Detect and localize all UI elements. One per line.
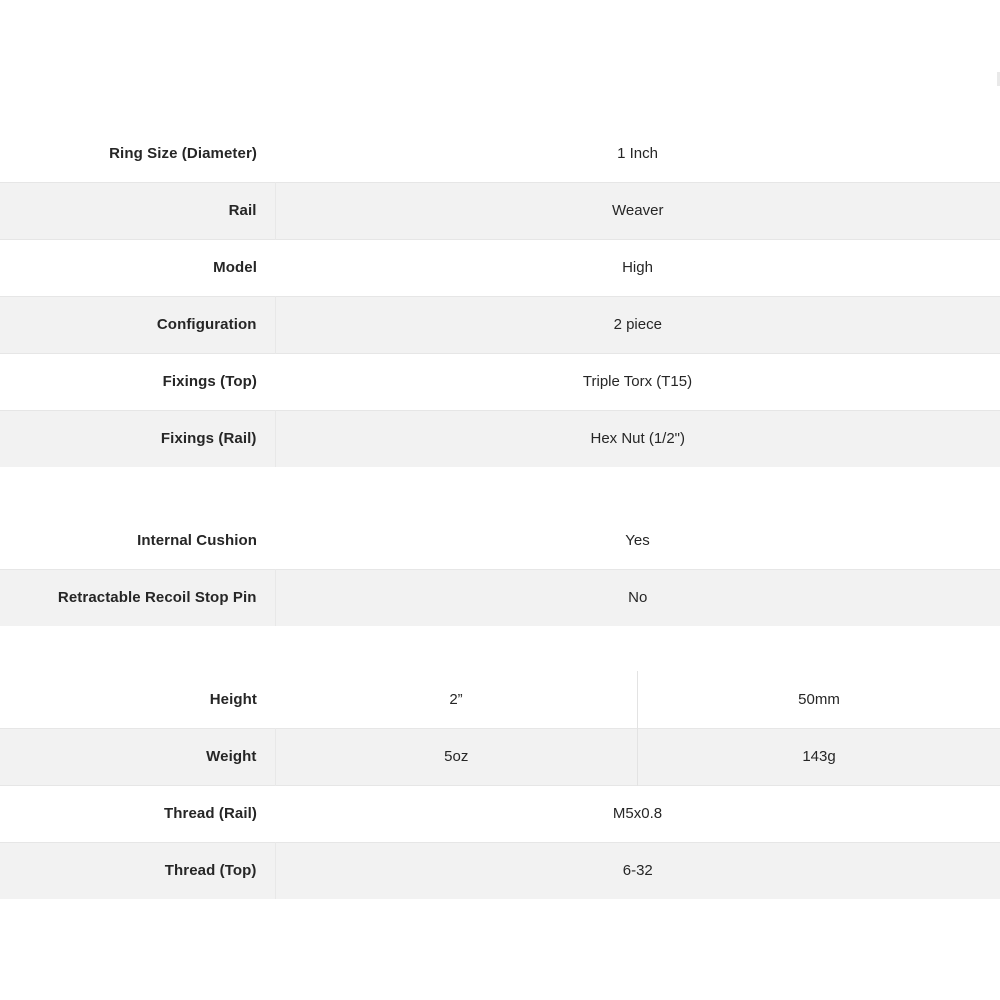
spec-value: No [275,569,1000,626]
spec-value: High [275,239,1000,296]
measurement-specs [0,671,1000,899]
spec-label: Fixings (Rail) [0,410,275,467]
spec-label: Fixings (Top) [0,353,275,410]
spec-value: 2 piece [275,296,1000,353]
spec-value-imperial: 5oz [275,728,638,785]
spec-value: 1 Inch [275,125,1000,182]
bottom-spacer [0,899,1000,1000]
table-row [0,569,1000,626]
spec-value-metric: 143g [638,728,1000,785]
spec-label: Model [0,239,275,296]
spec-label: Weight [0,728,275,785]
table-row [0,182,1000,239]
spec-value: M5x0.8 [275,785,1000,842]
feature-specs [0,512,1000,626]
spec-value: Triple Torx (T15) [275,353,1000,410]
spec-label: Height [0,671,275,728]
table-row [0,671,1000,728]
table-row [0,296,1000,353]
table-row [0,785,1000,842]
spec-groups-container [0,125,1000,899]
spec-table [0,512,1000,626]
spec-value: 6-32 [275,842,1000,899]
table-row [0,353,1000,410]
spec-label: Retractable Recoil Stop Pin [0,569,275,626]
table-row [0,410,1000,467]
spec-label: Internal Cushion [0,512,275,569]
group-gap [0,467,1000,512]
table-row [0,512,1000,569]
spec-label: Rail [0,182,275,239]
table-row [0,842,1000,899]
spec-table [0,671,1000,899]
spec-label: Configuration [0,296,275,353]
spec-value-imperial: 2” [275,671,638,728]
general-specs [0,125,1000,467]
spec-value-metric: 50mm [638,671,1000,728]
spec-value: Weaver [275,182,1000,239]
spec-value: Hex Nut (1/2") [275,410,1000,467]
table-row [0,125,1000,182]
top-spacer [0,0,1000,125]
spec-label: Thread (Rail) [0,785,275,842]
group-gap [0,626,1000,671]
table-row [0,728,1000,785]
spec-label: Thread (Top) [0,842,275,899]
spec-table [0,125,1000,467]
spec-value: Yes [275,512,1000,569]
spec-label: Ring Size (Diameter) [0,125,275,182]
table-row [0,239,1000,296]
